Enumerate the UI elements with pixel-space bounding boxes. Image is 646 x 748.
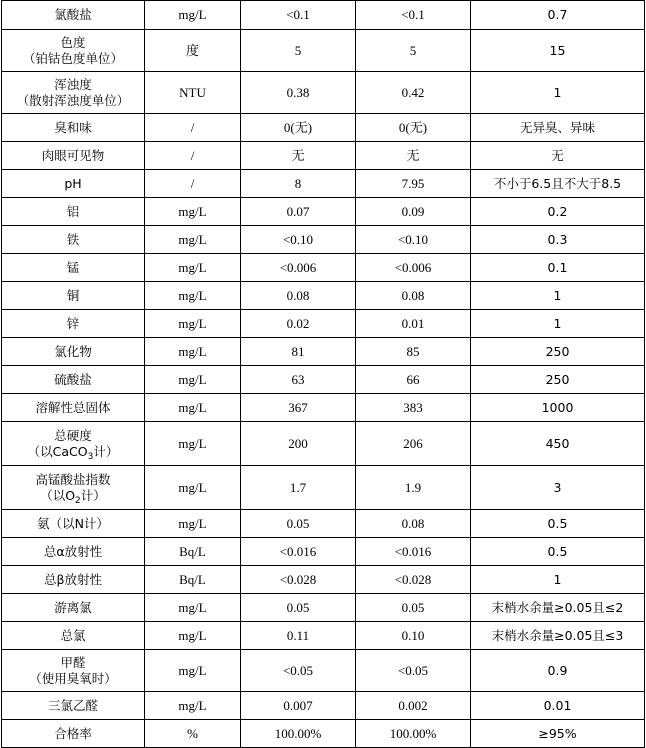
limit-cell: 末梢水余量≥0.05且≤3 [471,622,645,650]
param-name [2,566,145,594]
name-text: 总氯 [60,627,86,643]
table-row [2,422,645,466]
table-row [2,510,645,538]
param-name [2,538,145,566]
unit-cell: mg/L [145,282,241,310]
value-2-cell: 383 [356,394,471,422]
value-1-cell: 0(无) [241,114,356,142]
table-row [2,692,645,720]
param-name [2,198,145,226]
value-1-cell: <0.016 [241,538,356,566]
param-name [2,466,145,510]
table-row [2,622,645,650]
value-2-cell: 206 [356,422,471,466]
table-row [2,198,645,226]
unit-cell: Bq/L [145,566,241,594]
value-2-cell: 66 [356,366,471,394]
unit-cell: mg/L [145,650,241,692]
unit-cell: mg/L [145,622,241,650]
unit-cell: / [145,170,241,198]
value-2-cell: 7.95 [356,170,471,198]
value-2-cell: 0.10 [356,622,471,650]
limit-cell: 0.1 [471,254,645,282]
unit-cell: mg/L [145,422,241,466]
table-row [2,114,645,142]
param-name [2,254,145,282]
param-name [2,282,145,310]
param-name [2,114,145,142]
unit-cell: mg/L [145,366,241,394]
value-1-cell: <0.028 [241,566,356,594]
unit-cell: mg/L [145,466,241,510]
limit-cell: 末梢水余量≥0.05且≤2 [471,594,645,622]
limit-cell: 1 [471,282,645,310]
table-row [2,338,645,366]
name-text: （铂钴色度单位） [22,50,123,66]
table-row [2,254,645,282]
unit-cell: mg/L [145,692,241,720]
param-name [2,692,145,720]
limit-cell: 无异臭、异味 [471,114,645,142]
param-name [2,170,145,198]
limit-cell: 不小于6.5且不大于8.5 [471,170,645,198]
table-body [2,1,645,748]
name-text: 高锰酸盐指数 [35,471,111,487]
water-quality-table [1,0,645,748]
table-row [2,394,645,422]
table-row [2,566,645,594]
subscript: 2 [75,495,81,506]
name-text: 总β放射性 [44,571,102,587]
value-2-cell: 0(无) [356,114,471,142]
param-name [2,1,145,30]
value-2-cell: <0.1 [356,1,471,30]
name-text: 锰 [66,259,80,275]
value-2-cell: <0.006 [356,254,471,282]
param-name [2,650,145,692]
name-text: 计） [80,487,106,503]
name-text: 锌 [66,315,80,331]
table-row [2,466,645,510]
limit-cell: 1000 [471,394,645,422]
unit-cell: % [145,720,241,748]
limit-cell: 1 [471,310,645,338]
table-row [2,30,645,72]
param-name [2,226,145,254]
unit-cell: mg/L [145,254,241,282]
name-text: （以O [40,487,76,503]
unit-cell: 度 [145,30,241,72]
limit-cell: 250 [471,366,645,394]
value-1-cell: <0.10 [241,226,356,254]
unit-cell: mg/L [145,226,241,254]
name-text: 臭和味 [54,119,92,135]
subscript: 3 [87,451,94,462]
name-text: 肉眼可见物 [41,147,105,163]
value-1-cell: 0.007 [241,692,356,720]
value-2-cell: 0.08 [356,510,471,538]
unit-cell: / [145,142,241,170]
value-1-cell: 8 [241,170,356,198]
limit-cell: 15 [471,30,645,72]
value-1-cell: 200 [241,422,356,466]
unit-cell: mg/L [145,1,241,30]
value-1-cell: 0.07 [241,198,356,226]
table-row [2,720,645,748]
value-2-cell: 0.08 [356,282,471,310]
name-text: 氯酸盐 [54,7,92,22]
name-text: 合格率 [54,725,92,741]
value-1-cell: 无 [241,142,356,170]
name-text: 色度 [60,34,86,50]
limit-cell: 0.9 [471,650,645,692]
name-text: （散射浑浊度单位） [16,92,130,108]
value-2-cell: 85 [356,338,471,366]
param-name [2,366,145,394]
limit-cell: 0.2 [471,198,645,226]
name-text: 铁 [66,231,80,247]
value-2-cell: 0.01 [356,310,471,338]
value-1-cell: <0.006 [241,254,356,282]
value-1-cell: 0.02 [241,310,356,338]
name-text: 总α放射性 [43,543,103,559]
unit-cell: mg/L [145,310,241,338]
value-1-cell: 100.00% [241,720,356,748]
table-row [2,594,645,622]
table-row [2,1,645,30]
table-row [2,226,645,254]
param-name [2,394,145,422]
limit-cell: 450 [471,422,645,466]
value-2-cell: 0.42 [356,72,471,114]
value-1-cell: 0.11 [241,622,356,650]
name-text: 氨（以N计） [37,515,109,531]
unit-cell: mg/L [145,338,241,366]
limit-cell: 0.5 [471,538,645,566]
unit-cell: mg/L [145,594,241,622]
param-name [2,310,145,338]
param-name [2,594,145,622]
value-1-cell: 81 [241,338,356,366]
table-row [2,282,645,310]
value-1-cell: 0.05 [241,510,356,538]
param-name [2,72,145,114]
value-1-cell: 63 [241,366,356,394]
param-name [2,422,145,466]
value-2-cell: 0.05 [356,594,471,622]
value-1-cell: 0.38 [241,72,356,114]
table-row [2,310,645,338]
limit-cell: 0.3 [471,226,645,254]
value-2-cell: 0.002 [356,692,471,720]
value-2-cell: <0.10 [356,226,471,254]
name-text: pH [64,175,82,191]
table-row [2,366,645,394]
unit-cell: / [145,114,241,142]
name-text: （使用臭氧时） [29,670,117,686]
value-2-cell: 1.9 [356,466,471,510]
param-name [2,720,145,748]
value-2-cell: 0.09 [356,198,471,226]
value-2-cell: 5 [356,30,471,72]
name-text: 甲醛 [60,654,86,670]
limit-cell: 3 [471,466,645,510]
value-2-cell: <0.016 [356,538,471,566]
name-text: 铜 [66,287,80,303]
name-text: 硫酸盐 [54,371,92,387]
limit-cell: 1 [471,72,645,114]
name-text: 氯化物 [54,343,92,359]
name-text: 铝 [66,203,80,219]
param-name [2,142,145,170]
value-1-cell: 1.7 [241,466,356,510]
value-2-cell: 无 [356,142,471,170]
unit-cell: mg/L [145,198,241,226]
value-2-cell: 100.00% [356,720,471,748]
name-text: 计） [93,443,119,459]
name-text: 溶解性总固体 [35,399,111,415]
value-2-cell: <0.05 [356,650,471,692]
name-text: 三氯乙醛 [47,697,98,713]
value-2-cell: <0.028 [356,566,471,594]
unit-cell: NTU [145,72,241,114]
value-1-cell: 0.08 [241,282,356,310]
name-text: （以CaCO [27,443,88,459]
name-text: 浑浊度 [54,76,92,92]
param-name [2,510,145,538]
table-row [2,170,645,198]
value-1-cell: <0.05 [241,650,356,692]
value-1-cell: 0.05 [241,594,356,622]
param-name [2,338,145,366]
table-row [2,650,645,692]
unit-cell: Bq/L [145,538,241,566]
table-row [2,142,645,170]
value-1-cell: <0.1 [241,1,356,30]
limit-cell: 250 [471,338,645,366]
value-1-cell: 367 [241,394,356,422]
table-row [2,538,645,566]
unit-cell: mg/L [145,394,241,422]
name-text: 游离氯 [54,599,92,615]
limit-cell: 1 [471,566,645,594]
value-1-cell: 5 [241,30,356,72]
limit-cell: 0.01 [471,692,645,720]
param-name [2,622,145,650]
unit-cell: mg/L [145,510,241,538]
table-row [2,72,645,114]
limit-cell: 无 [471,142,645,170]
limit-cell: 0.5 [471,510,645,538]
limit-cell: ≥95% [471,720,645,748]
name-text: 总硬度 [54,427,92,443]
param-name [2,30,145,72]
limit-cell: 0.7 [471,1,645,30]
